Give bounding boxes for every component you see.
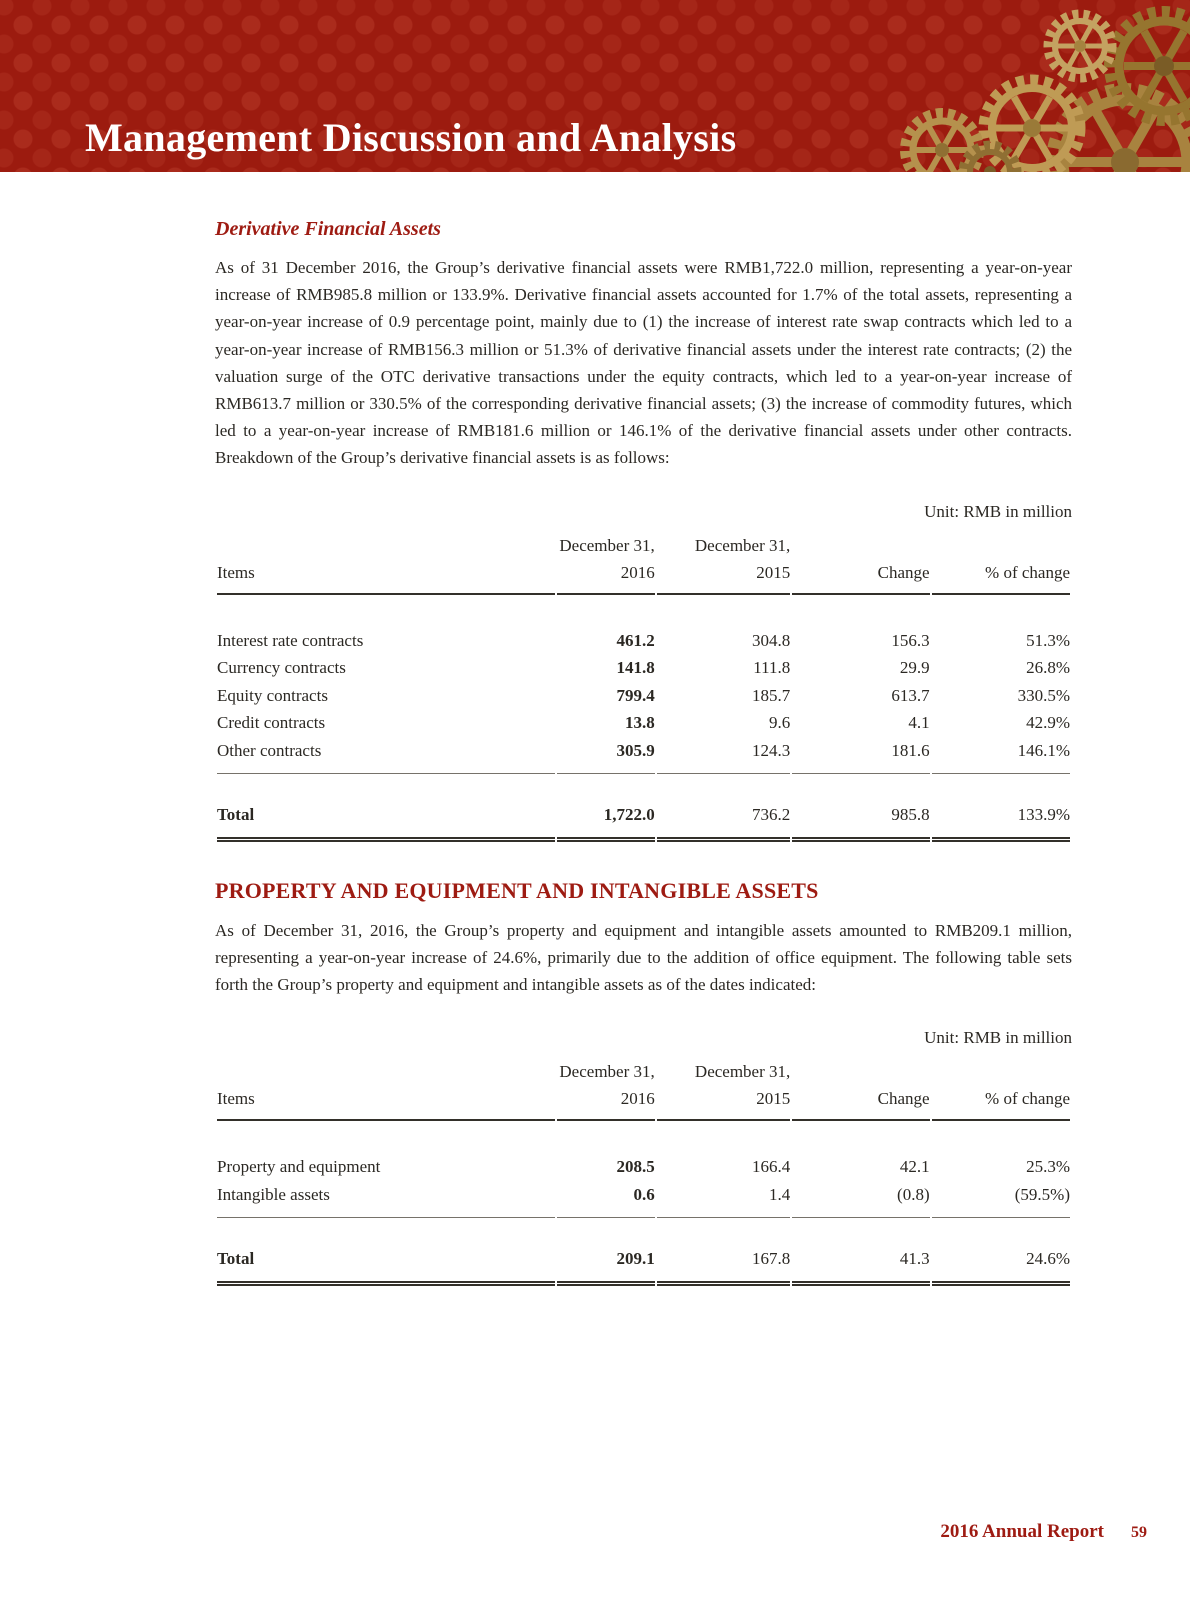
gears-decoration-icon — [870, 0, 1190, 172]
page-footer — [940, 1521, 1147, 1543]
derivative-assets-table — [215, 532, 1072, 842]
section-heading-property: PROPERTY AND EQUIPMENT AND INTANGIBLE ASSETS — [215, 877, 819, 903]
table-row: Property and equipment 208.5 166.4 42.1 25.3% — [217, 1157, 1070, 1177]
page-header-banner — [0, 0, 1190, 172]
section-heading-derivative: Derivative Financial Assets — [215, 218, 441, 240]
report-label: 2016 Annual Report — [940, 1521, 1104, 1542]
column-header-2016: December 31, 2016 — [557, 532, 655, 595]
body-paragraph: As of 31 December 2016, the Group’s derivative financial assets were RMB1,722.0 million, representing a year-on-year increase of RMB985.8 million or 133.9%. Derivative financial assets accounted for 1.7% of the total assets, representing a year-on-year increase of 0.9 percentage point, mainly due to (1) the increase of interest rate swap contracts which led to a year-on-year increase of RMB156.3 million or 51.3% of derivative financial assets under the interest rate contracts; (2) the valuation surge of the OTC derivative transactions under the equity contracts, which led to a year-on-year increase of RMB613.7 million or 330.5% of the corresponding derivative financial assets; (3) the increase of commodity futures, which led to a year-on-year increase of RMB181.6 million or 146.1% of the derivative financial assets under other contracts. Breakdown of the Group’s derivative financial assets is as follows: — [215, 258, 1072, 468]
page-content — [215, 218, 1072, 1286]
table-row: Equity contracts 799.4 185.7 613.7 330.5% — [217, 685, 1070, 705]
table-header-row — [217, 532, 1070, 595]
table-row: Credit contracts 13.8 9.6 4.1 42.9% — [217, 713, 1070, 733]
table-row: Interest rate contracts 461.2 304.8 156.3 51.3% — [217, 630, 1070, 650]
table-total-row: Total 209.1 167.8 41.3 24.6% — [217, 1218, 1070, 1286]
unit-label: Unit: RMB in million — [924, 1028, 1072, 1048]
column-header-change: Change — [792, 1058, 929, 1121]
column-header-2016: December 31, 2016 — [557, 1058, 655, 1121]
table-total-row: Total 1,722.0 736.2 985.8 133.9% — [217, 774, 1070, 842]
body-paragraph: As of December 31, 2016, the Group’s property and equipment and intangible assets amounted to RMB209.1 million, representing a year-on-year increase of 24.6%, primarily due to the addition of office equipment. The following table sets forth the Group’s property and equipment and intangible assets as of the dates indicated: — [215, 920, 1072, 995]
column-header-change: Change — [792, 532, 929, 595]
table-row: Currency contracts 141.8 111.8 29.9 26.8% — [217, 658, 1070, 678]
page-number: 59 — [1131, 1524, 1147, 1541]
property-assets-table — [215, 1058, 1072, 1286]
gear-icon — [905, 113, 979, 172]
table-row: Intangible assets 0.6 1.4 (0.8) (59.5%) — [217, 1181, 1070, 1219]
column-header-items: Items — [217, 1058, 555, 1121]
gear-icon — [984, 80, 1080, 172]
table-row: Other contracts 305.9 124.3 181.6 146.1% — [217, 737, 1070, 775]
gear-icon — [1048, 14, 1112, 78]
page-title: Management Discussion and Analysis — [85, 115, 737, 160]
column-header-items: Items — [217, 532, 555, 595]
column-header-2015: December 31, 2015 — [657, 1058, 791, 1121]
column-header-pct-change: % of change — [932, 532, 1070, 595]
unit-label: Unit: RMB in million — [924, 501, 1072, 521]
table-header-row — [217, 1058, 1070, 1121]
column-header-pct-change: % of change — [932, 1058, 1070, 1121]
column-header-2015: December 31, 2015 — [657, 532, 791, 595]
